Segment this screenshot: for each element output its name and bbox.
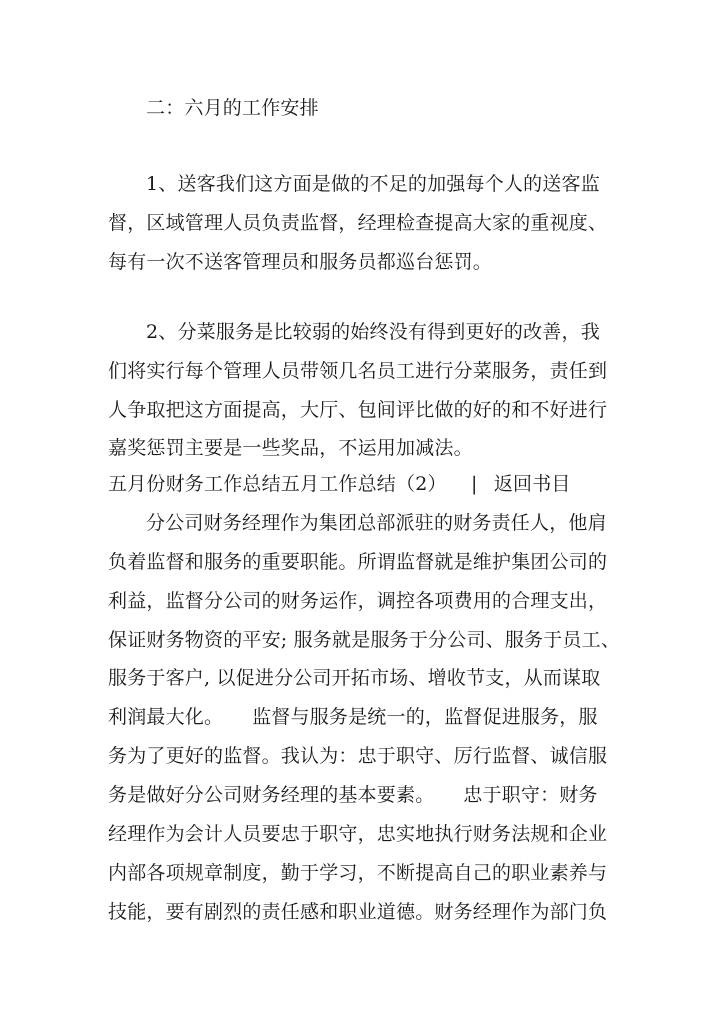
body-line-9: 经理作为会计人员要忠于职守，忠实地执行财务法规和企业	[108, 823, 608, 845]
body-line-2: 负着监督和服务的重要职能。所谓监督就是维护集团公司的	[108, 551, 608, 573]
body-line-8: 务是做好分公司财务经理的基本要素。 忠于职守：财务	[108, 784, 598, 806]
item-1-line-1: 1、送客我们这方面是做的不足的加强每个人的送客监	[146, 173, 600, 195]
section-heading: 二：六月的工作安排	[146, 97, 319, 119]
body-line-1: 分公司财务经理作为集团总部派驻的财务责任人，他肩	[146, 512, 607, 534]
item-2-line-3: 人争取把这方面提高，大厅、包间评比做的好的和不好进行	[108, 399, 608, 421]
body-line-10: 内部各项规章制度，勤于学习，不断提高自己的职业素养与	[108, 862, 608, 884]
title-separator: |	[470, 473, 478, 495]
body-line-4: 保证财务物资的平安; 服务就是服务于分公司、服务于员工、	[108, 629, 621, 651]
item-2-line-4: 嘉奖惩罚主要是一些奖品，不运用加减法。	[108, 437, 473, 459]
body-line-7: 务为了更好的监督。我认为：忠于职守、厉行监督、诚信服	[108, 745, 608, 767]
body-line-11: 技能，要有剧烈的责任感和职业道德。财务经理作为部门负	[108, 901, 608, 923]
article-title: 五月份财务工作总结五月工作总结（2）	[108, 473, 447, 495]
item-2-line-1: 2、分菜服务是比较弱的始终没有得到更好的改善，我	[146, 321, 600, 343]
body-line-3: 利益，监督分公司的财务运作，调控各项费用的合理支出，	[108, 590, 608, 612]
back-to-catalog-link[interactable]: 返回书目	[493, 473, 571, 495]
body-line-5: 服务于客户, 以促进分公司开拓市场、增收节支，从而谋取	[108, 667, 601, 689]
item-2-line-2: 们将实行每个管理人员带领几名员工进行分菜服务，责任到	[108, 360, 608, 382]
article-title-row	[108, 472, 571, 496]
item-1-line-2: 督，区域管理人员负责监督，经理检查提高大家的重视度、	[108, 212, 608, 234]
item-1-line-3: 每有一次不送客管理员和服务员都巡台惩罚。	[108, 251, 493, 273]
body-line-6: 利润最大化。 监督与服务是统一的，监督促进服务，服	[108, 706, 598, 728]
